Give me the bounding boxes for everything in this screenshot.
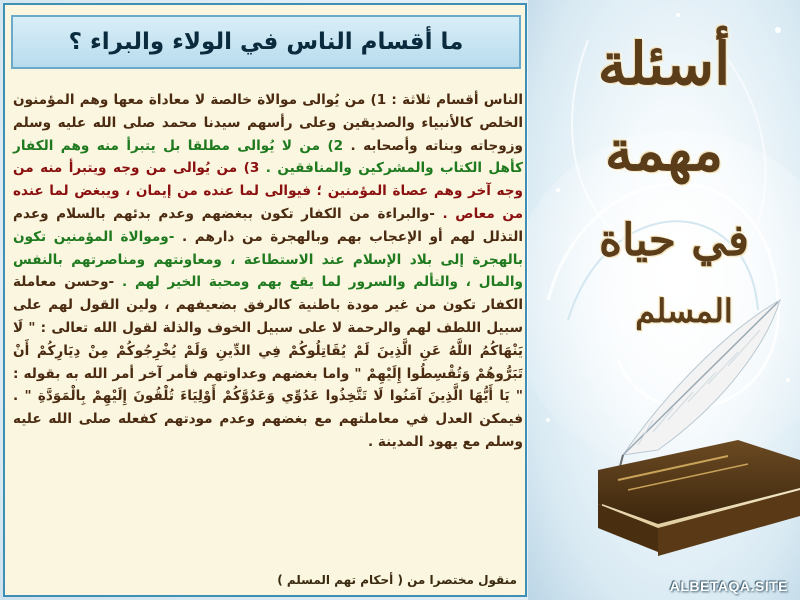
art-line-muslim: المسلم bbox=[635, 292, 733, 330]
art-line-in-life: في حياة bbox=[599, 215, 749, 266]
source-note: منقول مختصرا من ( أحكام تهم المسلم ) bbox=[277, 573, 517, 587]
art-line-questions: أسئلة bbox=[597, 30, 731, 98]
answer-segment: -والبراءة من الكفار تكون ببغضهم وعدم بدئهم بالسلام وعدم التذلل لهم أو الإعجاب بهم وبالهجرة من دارهم . bbox=[13, 205, 523, 245]
answer-segment: الناس أقسام ثلاثة : 1) من يُوالى موالاة خالصة لا معاداة معها وهم المؤمنون الخلص كالأنبياء والصديقين وعلى رأسهم سيدنا محمد صلى الله عليه وسلم وزوجاته وبناته وأصحابه . bbox=[13, 92, 523, 154]
question-header bbox=[11, 15, 521, 69]
answer-body bbox=[13, 89, 523, 454]
art-line-important: مهمة bbox=[604, 118, 724, 184]
text-panel bbox=[3, 3, 527, 597]
question-title: ما أقسام الناس في الولاء والبراء ؟ bbox=[68, 29, 464, 55]
answer-segment: 3) من يُوالى من وجه ويتبرأ منه من وجه آخر وهم عصاة المؤمنين ؛ فيوالى لما عنده من إيمان ، ويبغض لما عنده من معاص . bbox=[13, 160, 523, 222]
answer-segment: -وحسن معاملة الكفار تكون من غير مودة باطنية كالرفق بضعيفهم ، ولين القول لهم على سبيل اللطف لهم والرحمة لا على سبيل الخوف والذلة لقول الله تعالى : " لَا يَنْهَاكُمُ اللَّهُ عَنِ الَّذِينَ لَمْ يُقَاتِلُوكُمْ فِي الدِّينِ وَلَمْ يُخْرِجُوكُمْ مِنْ دِيَارِكُمْ أَنْ تَبَرُّوهُمْ وَتُقْسِطُوا إِلَيْهِمْ " واما بغضهم وعداوتهم فأمر آخر أمر الله به بقوله : " يَا أَيُّهَا الَّذِينَ آمَنُوا لَا تَتَّخِذُوا عَدُوِّي وَعَدُوَّكُمْ أَوْلِيَاءَ تُلْقُونَ إِلَيْهِمْ بِالْمَوَدَّةِ " . فيمكن العدل في معاملتهم مع بغضهم وعدم مودتهم كفعله صلى الله عليه وسلم مع يهود المدينة . bbox=[13, 274, 523, 450]
site-watermark: ALBETAQA.SITE bbox=[669, 578, 788, 594]
answer-segment: -وموالاة المؤمنين تكون بالهجرة إلى بلاد الإسلام عند الاستطاعة ، ومعاونتهم ومناصرتهم بالنفس والمال ، والتألم والسرور لما يقع بهم ومحبة الخير لهم . bbox=[13, 228, 523, 291]
answer-segment: 2) من لا يُوالى مطلقا بل يتبرأ منه وهم الكفار كأهل الكتاب والمشركين والمنافقين . bbox=[13, 137, 523, 177]
decorative-panel bbox=[528, 0, 800, 600]
book-icon bbox=[588, 400, 800, 560]
